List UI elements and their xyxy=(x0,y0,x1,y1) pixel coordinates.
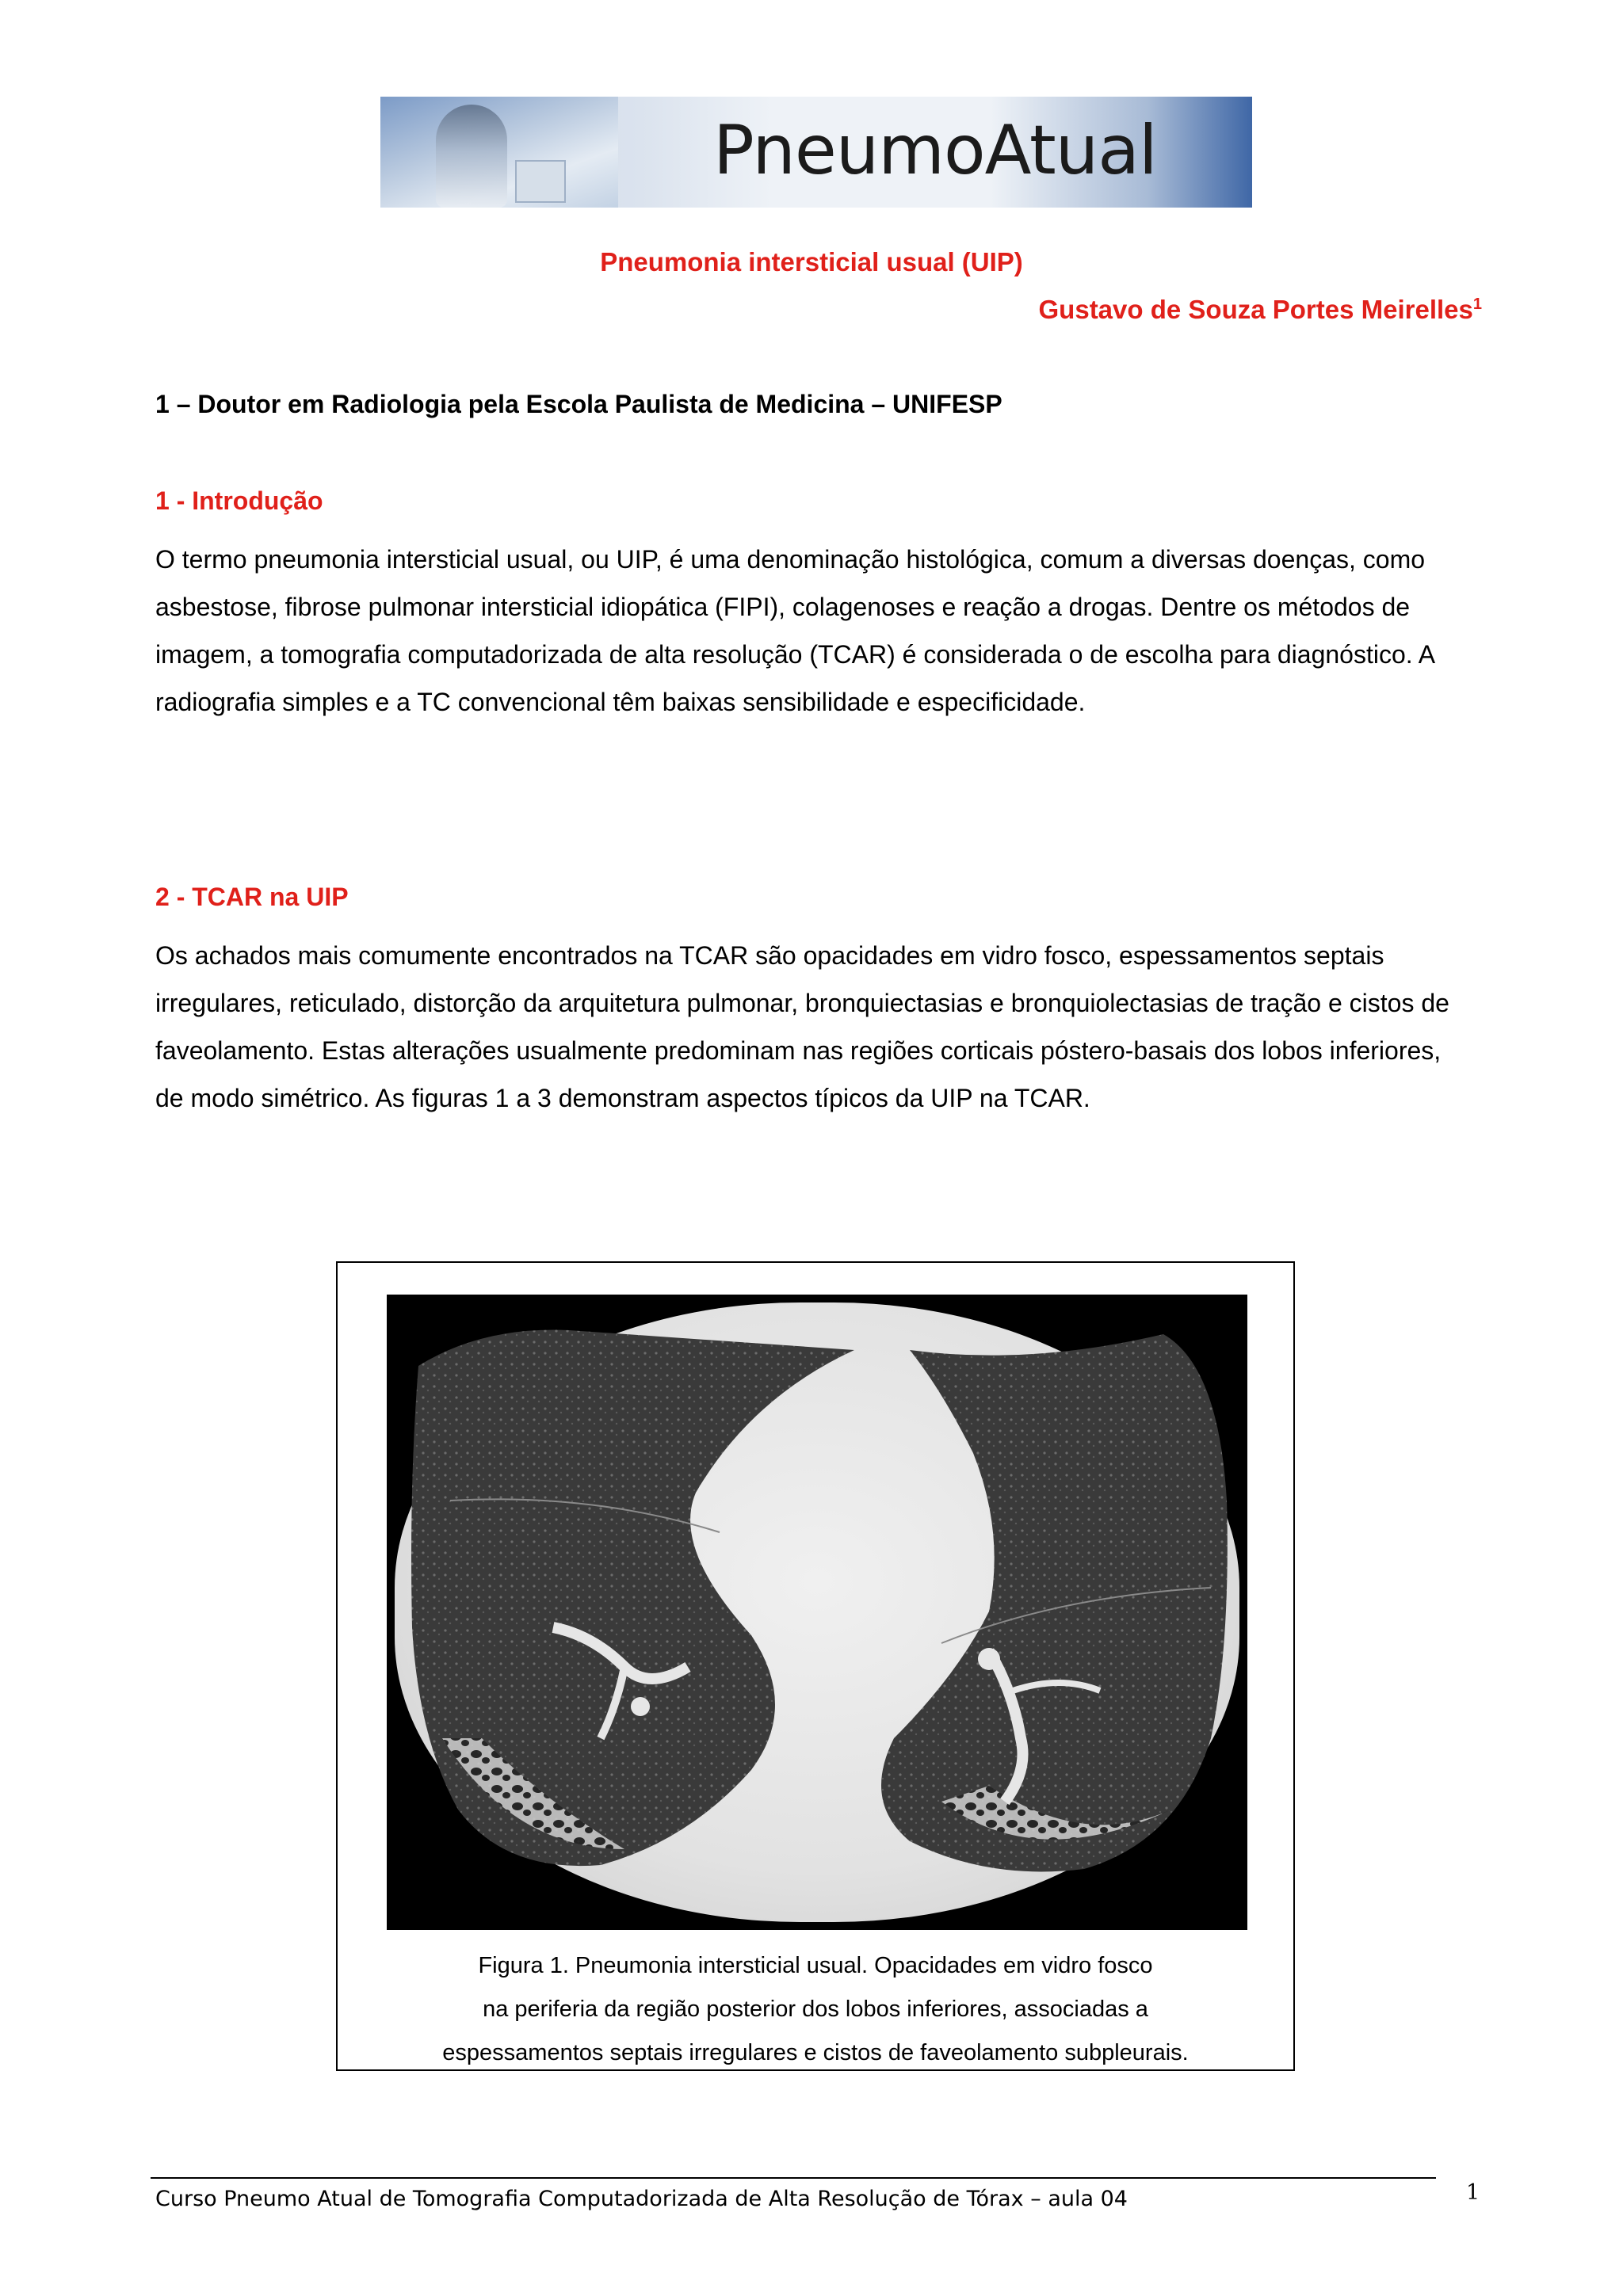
author-name: Gustavo de Souza Portes Meirelles xyxy=(1038,295,1473,324)
article-title: Pneumonia intersticial usual (UIP) xyxy=(600,247,1023,277)
monitor-shape xyxy=(515,160,566,203)
caption-line-2: na periferia da região posterior dos lobos inferiores, associadas a xyxy=(483,1997,1148,2022)
section-heading-tcar: 2 - TCAR na UIP xyxy=(155,883,349,911)
caption-line-1: Figura 1. Pneumonia intersticial usual. Opacidades em vidro fosco xyxy=(478,1953,1153,1978)
caption-line-3: espessamentos septais irregulares e cistos de faveolamento subpleurais. xyxy=(442,2040,1189,2065)
doctor-silhouette xyxy=(436,105,507,208)
section-heading-introducao: 1 - Introdução xyxy=(155,486,323,515)
ct-scan-image xyxy=(387,1295,1247,1930)
author-affiliation: 1 – Doutor em Radiologia pela Escola Paulista de Medicina – UNIFESP xyxy=(155,390,1002,418)
section-text-introducao: O termo pneumonia intersticial usual, ou UIP, é uma denominação histológica, comum a diversas doenças, como asbestose, fibrose pulmonar intersticial idiopática (FIPI), colagenoses e reação a drogas. Dentre os métodos de imagem, a tomografia computadorizada de alta resolução (TCAR) é considerada o de escolha para diagnóstico. A radiografia simples e a TC convencional têm baixas sensibilidade e especificidade. xyxy=(155,545,1434,716)
figure-1 xyxy=(336,1261,1295,2071)
footer-course-text: Curso Pneumo Atual de Tomografia Computadorizada de Alta Resolução de Tórax – aula 04 xyxy=(155,2187,1128,2211)
footer-divider xyxy=(151,2177,1436,2179)
logo-text: PneumoAtual xyxy=(713,111,1157,190)
author-footnote-marker: 1 xyxy=(1472,296,1482,313)
right-lung xyxy=(411,1330,854,1867)
figure-caption xyxy=(338,1944,1293,2075)
header-banner xyxy=(380,97,1252,208)
article-author xyxy=(1039,295,1482,325)
lung-drawing xyxy=(387,1295,1247,1930)
page-number: 1 xyxy=(1466,2180,1480,2205)
banner-photo xyxy=(380,97,618,208)
left-lung xyxy=(881,1334,1228,1871)
section-text-tcar: Os achados mais comumente encontrados na TCAR são opacidades em vidro fosco, espessamentos septais irregulares, reticulado, distorção da arquitetura pulmonar, bronquiectasias e bronquiolectasias de tração e cistos de faveolamento. Estas alterações usualmente predominam nas regiões corticais póstero-basais dos lobos inferiores, de modo simétrico. As figuras 1 a 3 demonstram aspectos típicos da UIP na TCAR. xyxy=(155,941,1449,1112)
